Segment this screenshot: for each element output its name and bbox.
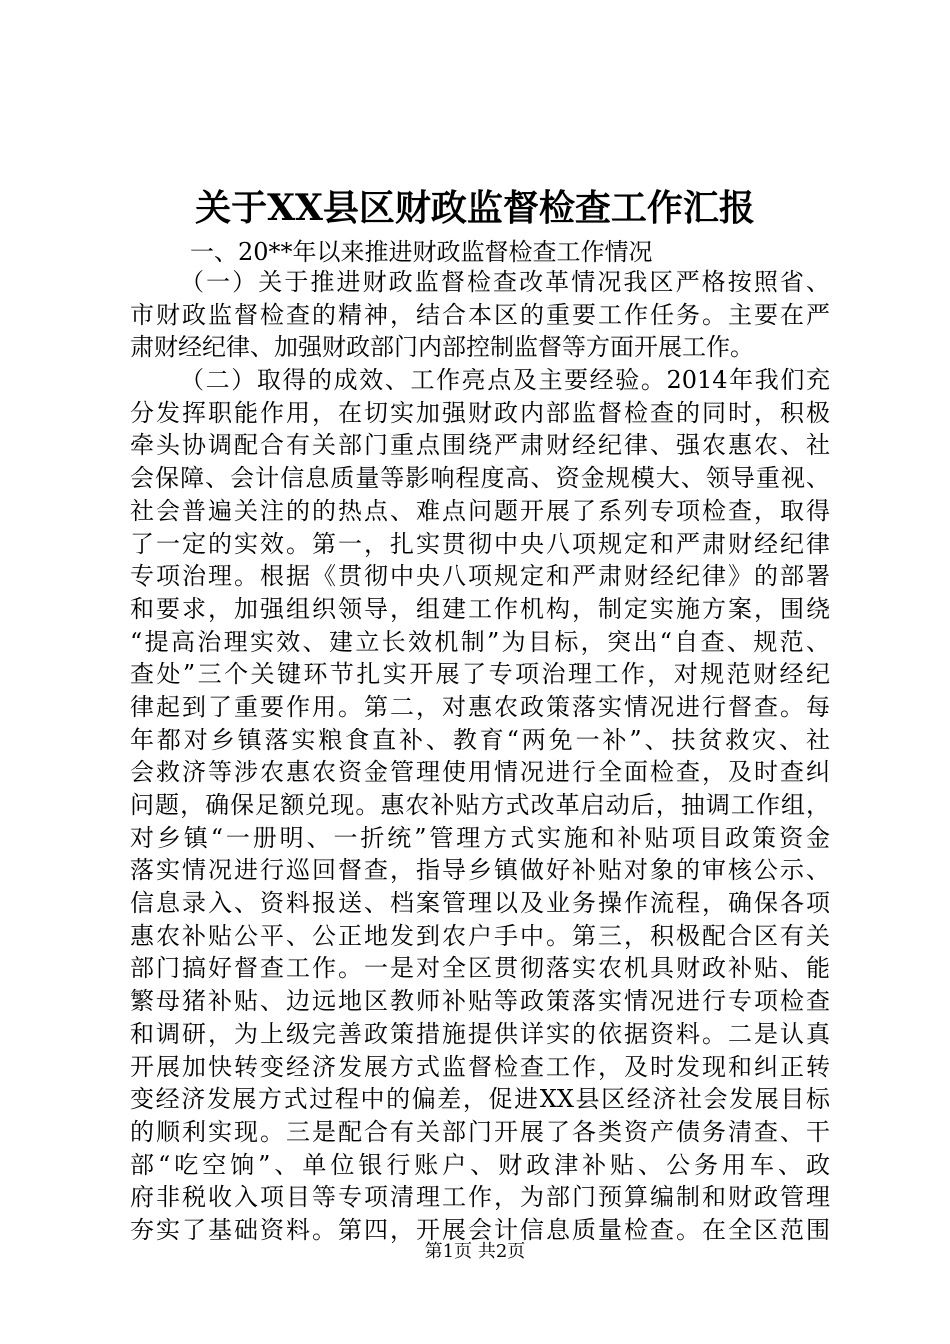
text-line: （二）取得的成效、工作亮点及主要经验。2014年我们充 [180, 366, 830, 395]
text-line: 肃财经纪律、加强财政部门内部控制监督等方面开展工作。 [130, 333, 754, 362]
text-line: 了一定的实效。第一，扎实贯彻中央八项规定和严肃财经纪律 [130, 529, 830, 558]
text-line: 落实情况进行巡回督查，指导乡镇做好补贴对象的审核公示、 [130, 856, 830, 885]
text-line: 信息录入、资料报送、档案管理以及业务操作流程，确保各项 [130, 889, 830, 918]
section-heading: 一、20**年以来推进财政监督检查工作情况 [190, 238, 653, 266]
text-line: 对乡镇“一册明、一折统”管理方式实施和补贴项目政策资金 [130, 823, 830, 852]
text-line: 和调研，为上级完善政策措施提供详实的依据资料。二是认真 [130, 1019, 830, 1048]
text-line: 分发挥职能作用，在切实加强财政内部监督检查的同时，积极 [130, 398, 830, 427]
text-line: 会保障、会计信息质量等影响程度高、资金规模大、领导重视、 [130, 464, 830, 493]
text-line: 和要求，加强组织领导，组建工作机构，制定实施方案，围绕 [130, 594, 830, 623]
text-line: 查处”三个关键环节扎实开展了专项治理工作，对规范财经纪 [130, 660, 830, 689]
text-line: 变经济发展方式过程中的偏差，促进XX县区经济社会发展目标 [130, 1085, 830, 1114]
text-line: 问题，确保足额兑现。惠农补贴方式改革启动后，抽调工作组， [130, 791, 830, 819]
text-line: 律起到了重要作用。第二，对惠农政策落实情况进行督查。每 [130, 692, 830, 721]
text-line: 年都对乡镇落实粮食直补、教育“两免一补”、扶贫救灾、社 [130, 725, 830, 754]
body-text [130, 266, 830, 1247]
text-line: 专项治理。根据《贯彻中央八项规定和严肃财经纪律》的部署 [130, 562, 830, 591]
text-line: 的顺利实现。三是配合有关部门开展了各类资产债务清查、干 [130, 1117, 830, 1146]
text-line: 市财政监督检查的精神，结合本区的重要工作任务。主要在严 [130, 300, 830, 329]
text-line: 部“吃空饷”、单位银行账户、财政津补贴、公务用车、政 [130, 1150, 830, 1179]
text-line: 惠农补贴公平、公正地发到农户手中。第三，积极配合区有关 [130, 921, 830, 950]
text-line: 夯实了基础资料。第四，开展会计信息质量检查。在全区范围 [130, 1215, 830, 1244]
text-line: 繁母猪补贴、边远地区教师补贴等政策落实情况进行专项检查 [130, 987, 830, 1016]
text-line: 部门搞好督查工作。一是对全区贯彻落实农机具财政补贴、能 [130, 954, 830, 983]
text-line: 牵头协调配合有关部门重点围绕严肃财经纪律、强农惠农、社 [130, 431, 830, 460]
text-line: 会救济等涉农惠农资金管理使用情况进行全面检查，及时查纠 [130, 758, 830, 787]
text-line: 社会普遍关注的的热点、难点问题开展了系列专项检查，取得 [130, 496, 830, 525]
text-line: 府非税收入项目等专项清理工作，为部门预算编制和财政管理 [130, 1183, 830, 1212]
page-footer: 第1页 共2页 [424, 1241, 526, 1262]
text-line: （一）关于推进财政监督检查改革情况我区严格按照省、 [180, 268, 830, 296]
document-title: 关于XX县区财政监督检查工作汇报 [195, 187, 755, 229]
text-line: 开展加快转变经济发展方式监督检查工作，及时发现和纠正转 [130, 1052, 830, 1081]
text-line: “提高治理实效、建立长效机制”为目标，突出“自查、规范、 [130, 627, 830, 656]
